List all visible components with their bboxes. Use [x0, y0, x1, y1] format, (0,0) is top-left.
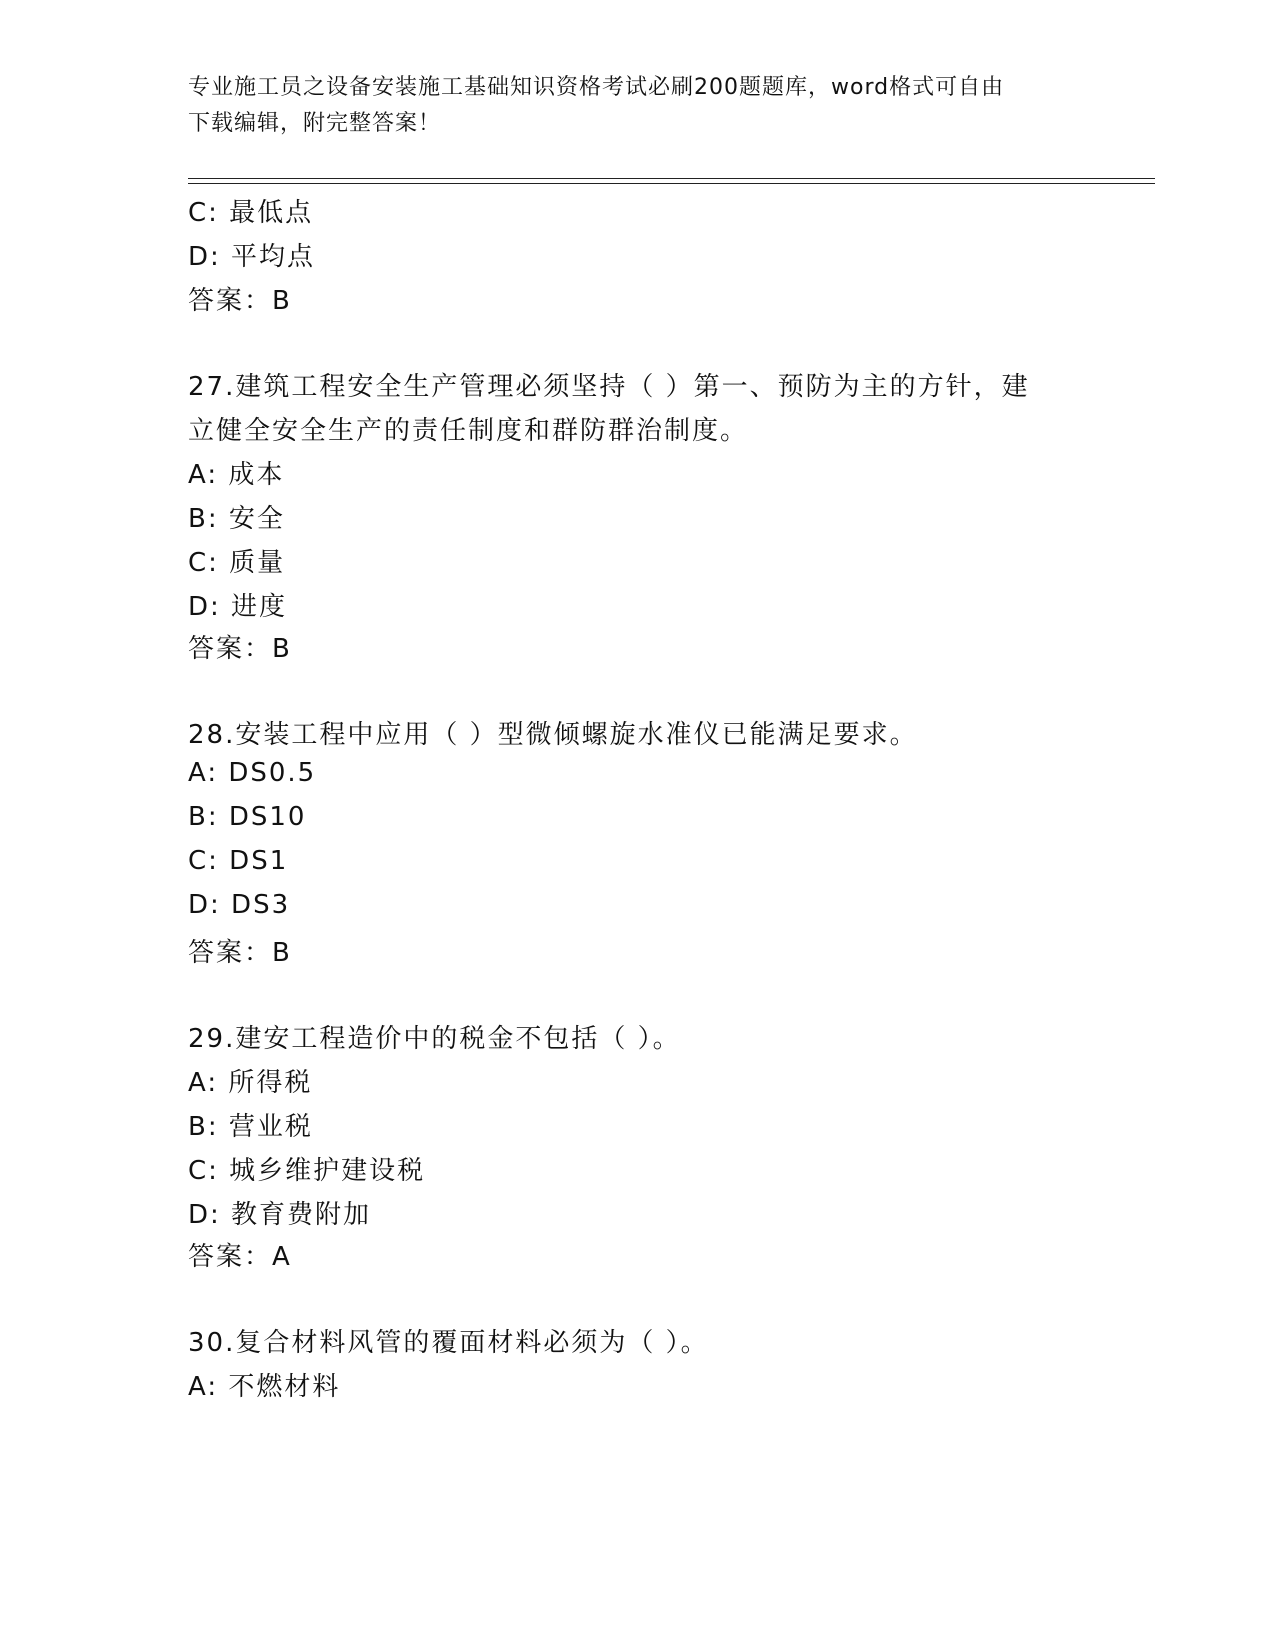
q27-answer: 答案：B	[188, 634, 292, 664]
q27-option-c: C: 质量	[188, 548, 286, 578]
q28-answer: 答案：B	[188, 938, 292, 968]
q27-stem-line-2: 立健全安全生产的责任制度和群防群治制度。	[188, 416, 749, 446]
prev-answer: 答案：B	[188, 286, 292, 316]
q29-stem: 29.建安工程造价中的税金不包括（ ）。	[188, 1024, 681, 1054]
q29-option-d: D: 教育费附加	[188, 1200, 372, 1230]
q27-stem-line-1: 27.建筑工程安全生产管理必须坚持（ ）第一、预防为主的方针，建	[188, 372, 1030, 402]
q30-option-a: A: 不燃材料	[188, 1372, 341, 1402]
q28-option-b: B: DS10	[188, 802, 307, 832]
prev-option-d: D: 平均点	[188, 242, 316, 272]
q29-option-b: B: 营业税	[188, 1112, 313, 1142]
document-header	[188, 70, 1078, 142]
prev-option-c: C: 最低点	[188, 198, 314, 228]
q30-stem: 30.复合材料风管的覆面材料必须为（ ）。	[188, 1328, 709, 1358]
q27-option-d: D: 进度	[188, 592, 288, 622]
q29-option-a: A: 所得税	[188, 1068, 313, 1098]
q28-option-c: C: DS1	[188, 846, 289, 876]
q28-stem: 28.安装工程中应用（ ）型微倾螺旋水准仪已能满足要求。	[188, 720, 918, 750]
q29-answer: 答案：A	[188, 1242, 292, 1272]
header-rule-bottom	[188, 183, 1155, 184]
q28-option-a: A: DS0.5	[188, 758, 317, 788]
q29-option-c: C: 城乡维护建设税	[188, 1156, 426, 1186]
header-line-2: 下载编辑，附完整答案！	[188, 111, 442, 136]
q28-option-d: D: DS3	[188, 890, 291, 920]
q27-option-b: B: 安全	[188, 504, 285, 534]
header-rule-top	[188, 178, 1155, 179]
header-line-1: 专业施工员之设备安装施工基础知识资格考试必刷200题题库，word格式可自由	[188, 75, 1005, 100]
q27-option-a: A: 成本	[188, 460, 285, 490]
